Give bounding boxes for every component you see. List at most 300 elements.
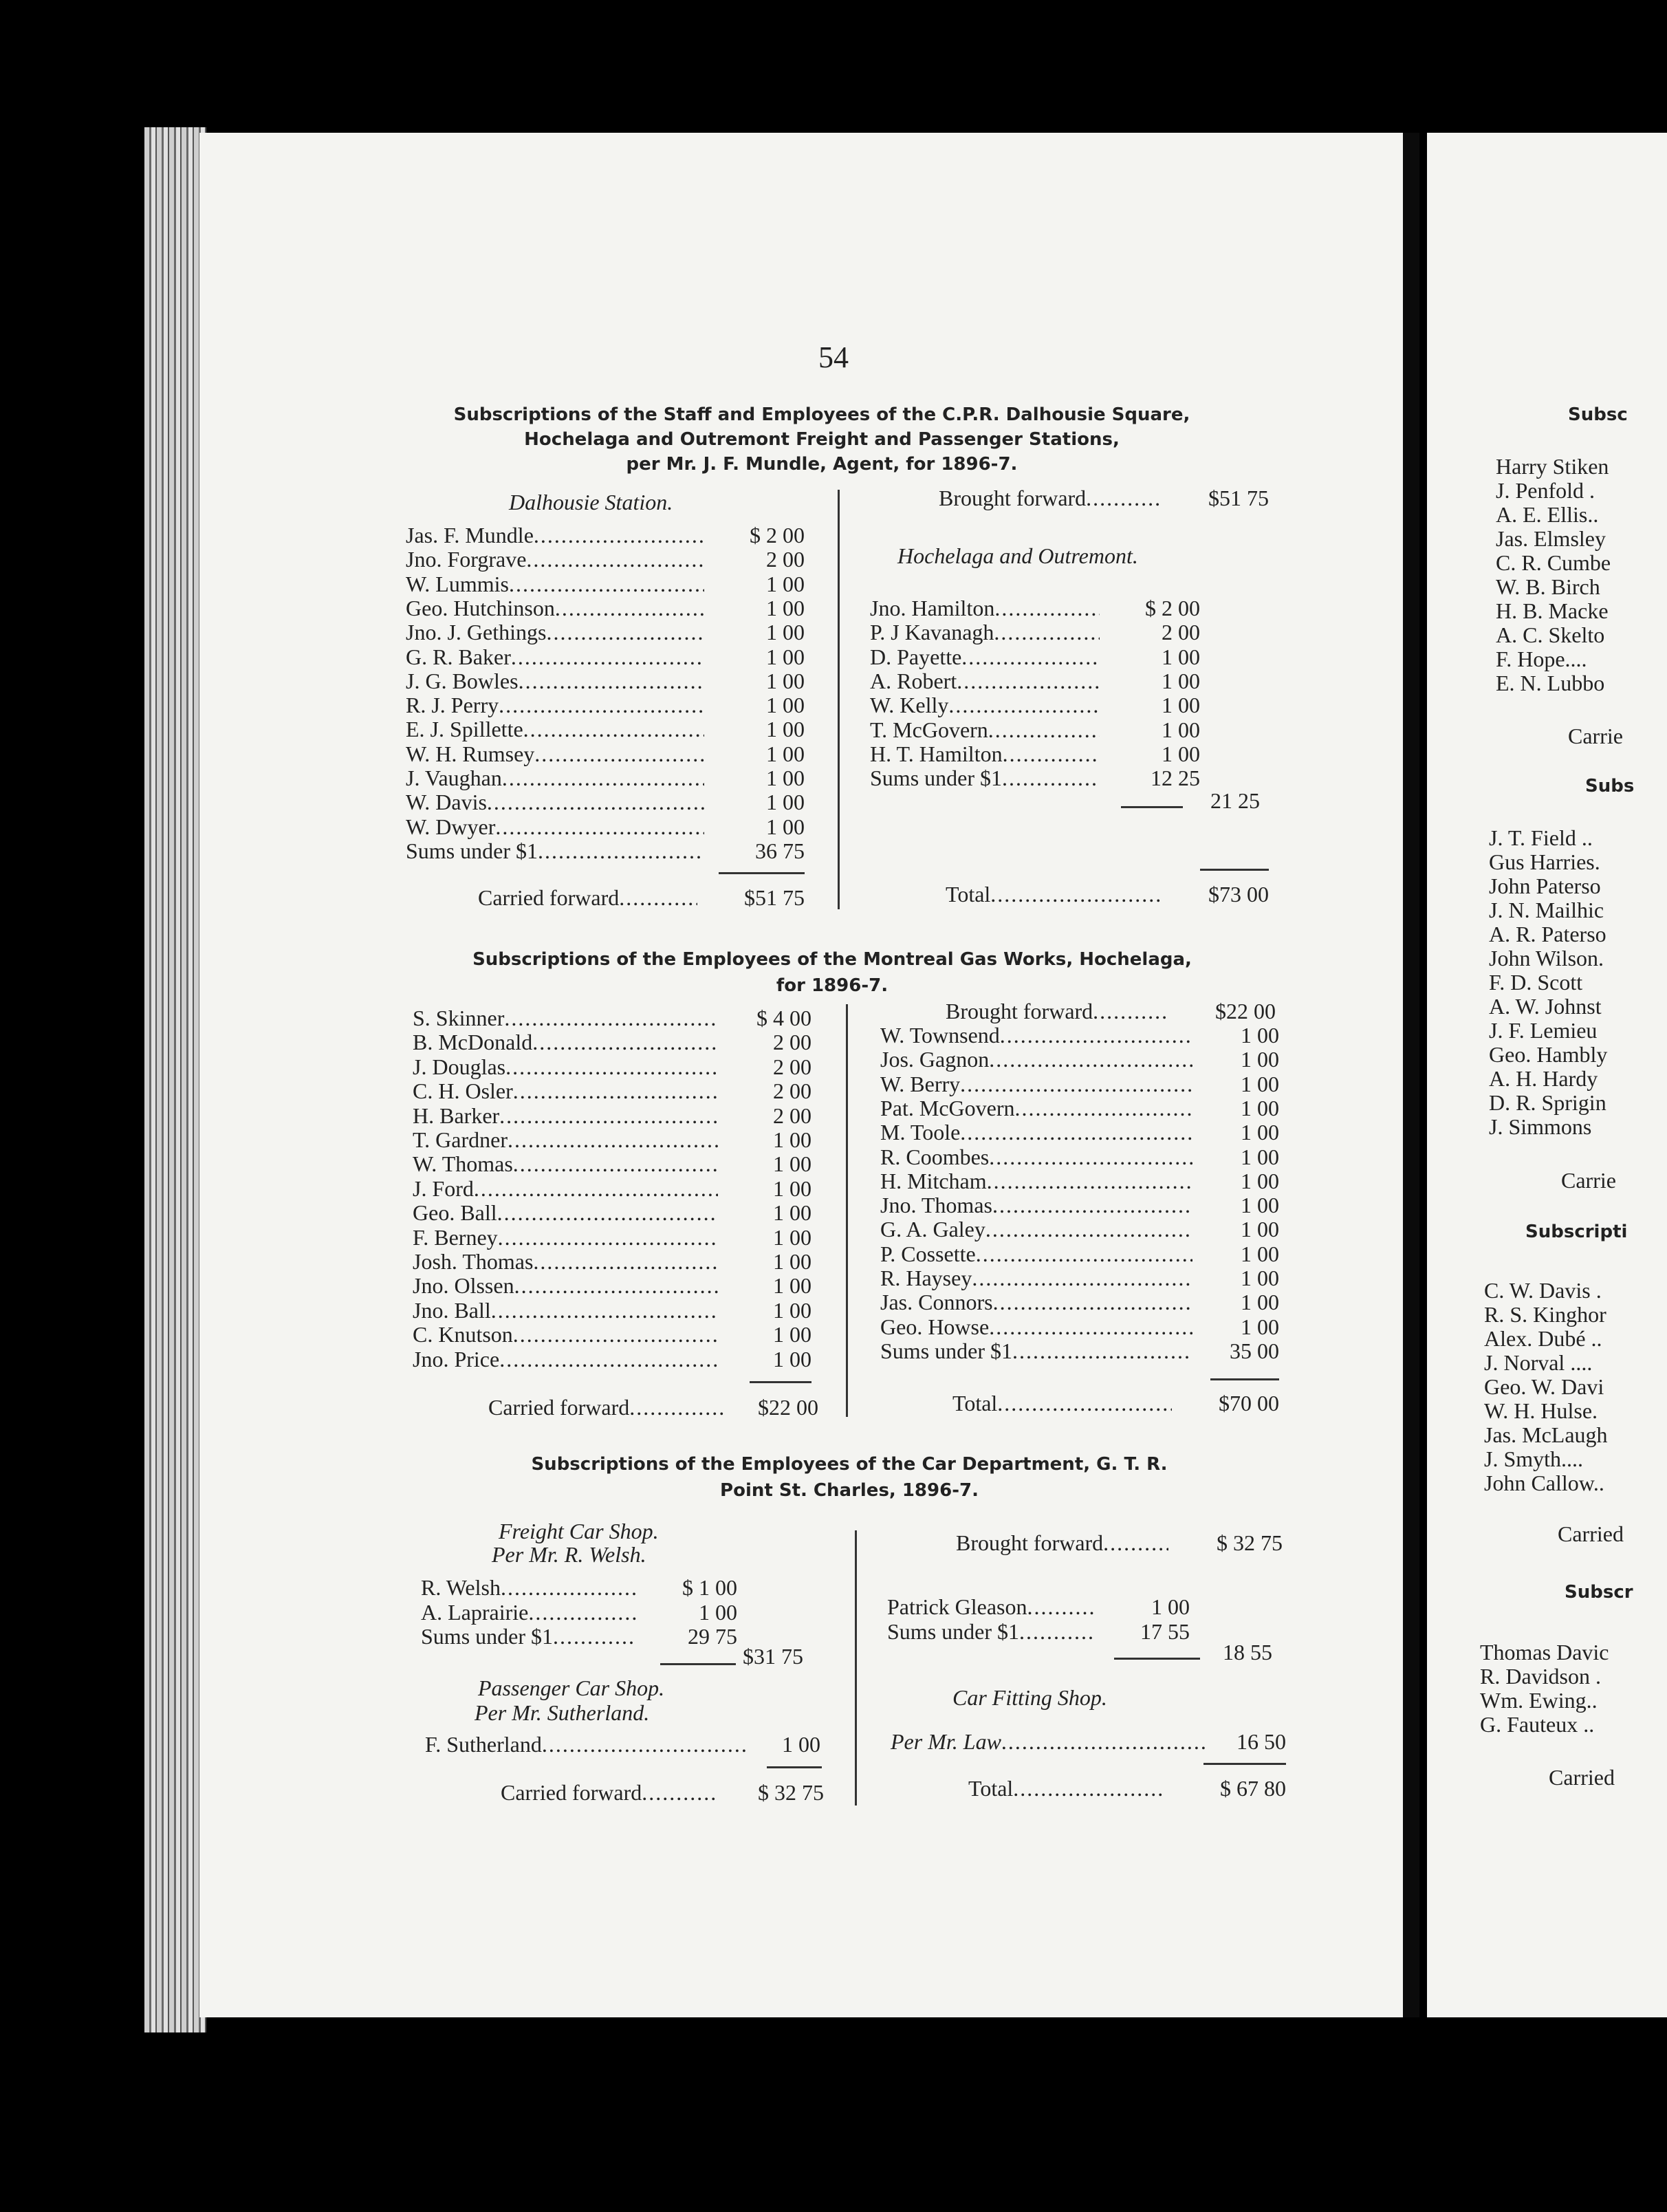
- leader-dots: [495, 814, 704, 839]
- leader-dots: [976, 1241, 1192, 1266]
- entry-amount: 2 00: [773, 1103, 811, 1128]
- leader-dots: [513, 1151, 718, 1176]
- entry-name: F. Berney: [413, 1224, 498, 1250]
- entry-amount: 2 00: [773, 1054, 811, 1079]
- entry-name: R. Welsh: [421, 1575, 501, 1600]
- leader-dots: [642, 1780, 717, 1805]
- leader-dots: [542, 1732, 748, 1757]
- entry-amount: 1 00: [773, 1175, 811, 1201]
- contribution-row: [880, 1217, 1279, 1241]
- right-page-entry: Carried: [1558, 1521, 1624, 1546]
- subheading-car-fitting-shop: Car Fitting Shop.: [952, 1685, 1107, 1710]
- contribution-row: [880, 1338, 1279, 1363]
- contribution-row: [406, 766, 805, 790]
- leader-dots: [508, 1127, 718, 1152]
- leader-dots: [629, 1395, 725, 1420]
- contribution-row: [406, 547, 805, 572]
- right-page-entry: W. B. Birch: [1496, 574, 1600, 599]
- right-page-entry: Geo. W. Davi: [1484, 1374, 1604, 1399]
- entry-amount: $ 2 00: [1145, 596, 1200, 620]
- entry-name: A. Laprairie: [421, 1599, 529, 1625]
- right-page-entry: J. Simmons: [1489, 1114, 1592, 1139]
- contribution-row: [406, 523, 805, 547]
- carried-forward-row: [501, 1780, 824, 1805]
- right-page-entry: F. D. Scott: [1489, 970, 1583, 995]
- footer-amount: $70 00: [1219, 1391, 1279, 1416]
- entry-name: M. Toole: [880, 1120, 961, 1145]
- leader-dots: [474, 1176, 718, 1201]
- contribution-row: [421, 1600, 737, 1625]
- entry-name: E. J. Spillette: [406, 717, 523, 742]
- entry-name: D. Payette: [870, 644, 962, 669]
- entry-name: R. Haysey: [880, 1266, 972, 1290]
- contribution-row: [880, 1266, 1279, 1290]
- entry-amount: 1 00: [1162, 668, 1200, 693]
- entry-name: Patrick Gleason: [887, 1594, 1027, 1619]
- contribution-row: [413, 1006, 811, 1030]
- contribution-row: [406, 741, 805, 766]
- leader-dots: [997, 1391, 1172, 1416]
- contribution-row: [880, 1314, 1279, 1339]
- leader-dots: [546, 620, 704, 644]
- footer-label: Brought forward: [939, 486, 1087, 510]
- contribution-row: [891, 1729, 1286, 1754]
- right-page-entry: E. N. Lubbo: [1496, 671, 1605, 695]
- entry-name: H. Barker: [413, 1103, 500, 1128]
- leader-dots: [994, 620, 1100, 644]
- right-page-entry: W. H. Hulse.: [1484, 1398, 1598, 1423]
- entry-amount: 1 00: [773, 1127, 811, 1152]
- contribution-row: [425, 1732, 820, 1757]
- contribution-row: [413, 1298, 811, 1323]
- leader-dots: [526, 547, 704, 572]
- leader-dots: [504, 1006, 718, 1030]
- contribution-row: [406, 693, 805, 717]
- entry-name: Jno. Forgrave: [406, 547, 527, 572]
- entry-name: A. Robert: [870, 668, 957, 693]
- entry-amount: 12 25: [1151, 766, 1200, 791]
- footer-amount: $ 32 75: [758, 1780, 824, 1805]
- column-divider: [846, 1004, 848, 1417]
- entry-name: R. J. Perry: [406, 693, 499, 718]
- right-page-entry: C. R. Cumbe: [1496, 550, 1611, 575]
- right-page-entry: Jas. Elmsley: [1496, 526, 1606, 551]
- leader-dots: [505, 1054, 718, 1079]
- contribution-row: [413, 1078, 811, 1103]
- entry-name: J. Vaughan: [406, 766, 502, 790]
- leader-dots: [1093, 999, 1168, 1023]
- entry-name: Jno. Price: [413, 1346, 500, 1371]
- leader-dots: [1003, 741, 1100, 766]
- contribution-row: [421, 1624, 737, 1649]
- entry-name: S. Skinner: [413, 1006, 505, 1030]
- leader-dots: [985, 1217, 1192, 1241]
- entry-name: W. Berry: [880, 1071, 961, 1096]
- leader-dots: [491, 1298, 718, 1323]
- contribution-row: [870, 693, 1200, 717]
- contribution-row: [880, 1023, 1279, 1048]
- entry-amount: 1 00: [773, 1273, 811, 1299]
- subheading-dalhousie: Dalhousie Station.: [509, 490, 673, 514]
- leader-dots: [538, 838, 704, 863]
- contribution-row: [880, 1145, 1279, 1169]
- leader-dots: [511, 644, 704, 669]
- entry-amount: 1 00: [1241, 1095, 1279, 1120]
- leader-dots: [523, 717, 704, 741]
- entry-amount: 1 00: [773, 1200, 811, 1226]
- entry-name: W. Kelly: [870, 693, 949, 718]
- subheading-passenger-car-per: Per Mr. Sutherland.: [475, 1700, 650, 1725]
- footer-amount: $22 00: [758, 1395, 818, 1420]
- right-page-entry: Jas. McLaugh: [1484, 1422, 1608, 1447]
- entry-amount: 2 00: [773, 1030, 811, 1055]
- sum-rule: [1121, 806, 1183, 808]
- section-heading: Subscriptions of the Employees of the Car Department, G. T. R.: [531, 1454, 1168, 1475]
- contribution-row: [870, 620, 1200, 644]
- entry-amount: 1 00: [766, 717, 805, 742]
- right-page-entry: J. Norval ....: [1484, 1350, 1593, 1375]
- right-page-entry: John Paterso: [1489, 874, 1601, 898]
- entry-amount: 1 00: [1241, 1071, 1279, 1096]
- page-number: 54: [818, 340, 849, 374]
- leader-dots: [555, 596, 704, 620]
- contribution-row: [870, 717, 1200, 742]
- entry-amount: 1 00: [782, 1732, 820, 1757]
- right-page-entry: A. W. Johnst: [1489, 994, 1602, 1019]
- entry-name: T. Gardner: [413, 1127, 508, 1152]
- leader-dots: [501, 1575, 637, 1600]
- entry-amount: 1 00: [766, 693, 805, 718]
- entry-name: H. Mitcham: [880, 1168, 987, 1193]
- entry-amount: 1 00: [773, 1297, 811, 1323]
- leader-dots: [989, 1314, 1192, 1339]
- leader-dots: [497, 1200, 718, 1225]
- entry-amount: 17 55: [1140, 1618, 1190, 1644]
- entry-name: F. Sutherland: [425, 1732, 542, 1757]
- contribution-row: [406, 838, 805, 863]
- right-page-entry: Gus Harries.: [1489, 849, 1600, 874]
- contribution-row: [413, 1176, 811, 1201]
- contribution-row: [421, 1575, 737, 1600]
- entry-name: G. A. Galey: [880, 1217, 985, 1242]
- right-page-entry: Wm. Ewing..: [1480, 1688, 1598, 1713]
- right-page-entry: G. Fauteux ..: [1480, 1712, 1595, 1737]
- entry-name: Pat. McGovern: [880, 1095, 1015, 1120]
- right-page-entry: F. Hope....: [1496, 647, 1587, 671]
- column-divider: [838, 490, 840, 909]
- contribution-row: [413, 1200, 811, 1225]
- entry-name: Josh. Thomas: [413, 1249, 534, 1274]
- contribution-row: [413, 1249, 811, 1274]
- entry-amount: 1 00: [1241, 1193, 1279, 1218]
- entry-amount: 1 00: [773, 1224, 811, 1250]
- contribution-row: [887, 1594, 1190, 1619]
- right-page-entry: A. H. Hardy: [1489, 1066, 1598, 1091]
- contribution-row: [413, 1225, 811, 1250]
- leader-dots: [988, 717, 1100, 742]
- entry-name: Sums under $1: [421, 1624, 553, 1649]
- leader-dots: [1027, 1594, 1097, 1619]
- entry-amount: 35 00: [1230, 1338, 1279, 1363]
- entry-amount: 1 00: [766, 595, 805, 620]
- entry-name: H. T. Hamilton: [870, 741, 1003, 766]
- section-heading: per Mr. J. F. Mundle, Agent, for 1896-7.: [626, 454, 1018, 475]
- leader-dots: [502, 766, 704, 790]
- contribution-row: [880, 1120, 1279, 1145]
- contribution-row: [880, 1193, 1279, 1217]
- leader-dots: [957, 669, 1100, 693]
- contribution-row: [413, 1273, 811, 1298]
- leader-dots: [960, 1072, 1192, 1096]
- section-heading: Subscriptions of the Employees of the Montreal Gas Works, Hochelaga,: [472, 949, 1192, 970]
- entry-amount: 1 00: [773, 1346, 811, 1371]
- footer-label: Brought forward: [946, 999, 1093, 1023]
- leader-dots: [553, 1624, 637, 1649]
- total-row: [952, 1391, 1279, 1416]
- subtotal-amount: $31 75: [743, 1644, 803, 1669]
- subtotal-amount: 18 55: [1223, 1640, 1272, 1665]
- footer-amount: $51 75: [744, 885, 805, 910]
- entry-name: Jno. J. Gethings: [406, 620, 547, 645]
- contribution-row: [413, 1151, 811, 1176]
- entry-name: P. Cossette: [880, 1241, 976, 1266]
- section-heading: Subscriptions of the Staff and Employees of the C.P.R. Dalhousie Square,: [453, 404, 1190, 425]
- footer-amount: $ 67 80: [1220, 1776, 1286, 1801]
- entry-name: Jno. Ball: [413, 1297, 491, 1323]
- section-heading: Hochelaga and Outremont Freight and Passenger Stations,: [524, 429, 1120, 450]
- contribution-row: [406, 790, 805, 814]
- entry-amount: $ 1 00: [682, 1575, 737, 1600]
- entry-amount: 1 00: [1241, 1168, 1279, 1193]
- leader-dots: [994, 596, 1100, 620]
- subheading-freight-car-shop: Freight Car Shop.: [499, 1519, 659, 1543]
- entry-amount: 1 00: [766, 741, 805, 766]
- entry-amount: 16 50: [1236, 1729, 1286, 1754]
- entry-name: Sums under $1: [870, 766, 1002, 791]
- entry-amount: 1 00: [1162, 717, 1200, 742]
- entry-amount: 1 00: [1162, 741, 1200, 766]
- contribution-row: [880, 1290, 1279, 1314]
- entry-name: J. Ford: [413, 1175, 474, 1201]
- leader-dots: [1019, 1619, 1096, 1644]
- entry-amount: 29 75: [688, 1624, 737, 1649]
- entry-amount: 36 75: [755, 838, 805, 863]
- total-row: [946, 882, 1269, 907]
- entry-name: Sums under $1: [406, 838, 538, 863]
- contribution-row: [413, 1054, 811, 1079]
- entry-amount: 1 00: [1162, 693, 1200, 718]
- entry-name: Jno. Thomas: [880, 1193, 992, 1218]
- right-page-entry: Harry Stiken: [1496, 454, 1609, 479]
- entry-name: G. R. Baker: [406, 644, 511, 669]
- leader-dots: [1103, 1530, 1168, 1555]
- entry-amount: 1 00: [766, 571, 805, 596]
- entry-name: Jos. Gagnon: [880, 1047, 990, 1072]
- leader-dots: [499, 693, 704, 717]
- leader-dots: [1086, 486, 1162, 510]
- footer-amount: $73 00: [1208, 882, 1269, 907]
- brought-forward-row: [956, 1530, 1283, 1555]
- footer-label: Carried forward: [488, 1395, 630, 1420]
- footer-label: Total: [946, 882, 991, 907]
- leader-dots: [1002, 766, 1100, 790]
- sum-rule: [1203, 1763, 1286, 1765]
- right-page-heading: Subs: [1585, 776, 1635, 796]
- contribution-row: [413, 1103, 811, 1128]
- entry-amount: 1 00: [1241, 1266, 1279, 1290]
- leader-dots: [1015, 1096, 1192, 1120]
- footer-label: Brought forward: [956, 1530, 1104, 1555]
- leader-dots: [513, 1322, 718, 1347]
- footer-amount: $22 00: [1215, 999, 1276, 1023]
- entry-name: W. H. Rumsey: [406, 741, 535, 766]
- right-page-entry: Carried: [1549, 1765, 1615, 1790]
- leader-dots: [960, 1120, 1192, 1145]
- entry-name: B. McDonald: [413, 1030, 533, 1055]
- entry-amount: 1 00: [1151, 1594, 1190, 1619]
- total-row: [968, 1776, 1286, 1801]
- leader-dots: [619, 885, 697, 910]
- footer-label: Carried forward: [478, 885, 620, 910]
- entry-name: W. Thomas: [413, 1151, 513, 1177]
- footer-label: Total: [968, 1776, 1014, 1801]
- right-page-heading: Subscr: [1565, 1582, 1633, 1603]
- footer-label: Carried forward: [501, 1780, 642, 1805]
- entry-amount: 1 00: [773, 1249, 811, 1274]
- entry-name: Per Mr. Law: [891, 1729, 1001, 1754]
- leader-dots: [992, 1193, 1192, 1217]
- entry-amount: 1 00: [766, 620, 805, 645]
- entry-amount: $ 4 00: [756, 1006, 811, 1030]
- contribution-row: [870, 669, 1200, 693]
- entry-amount: 1 00: [766, 814, 805, 839]
- sum-rule: [750, 1381, 811, 1383]
- entry-name: W. Dwyer: [406, 814, 496, 839]
- leader-dots: [532, 1030, 718, 1054]
- leader-dots: [972, 1266, 1192, 1290]
- leader-dots: [519, 669, 704, 693]
- right-page-entry: A. R. Paterso: [1489, 922, 1606, 946]
- subheading-freight-car-per: Per Mr. R. Welsh.: [492, 1542, 646, 1567]
- contribution-row: [406, 717, 805, 741]
- entry-name: Jno. Olssen: [413, 1273, 514, 1299]
- contribution-row: [880, 1096, 1279, 1120]
- entry-amount: 1 00: [766, 668, 805, 693]
- contribution-row: [870, 741, 1200, 766]
- contribution-row: [406, 669, 805, 693]
- footer-amount: $51 75: [1208, 486, 1269, 510]
- leader-dots: [989, 1047, 1192, 1072]
- leader-dots: [487, 790, 704, 814]
- entry-name: Sums under $1: [880, 1338, 1012, 1363]
- right-page-entry: J. N. Mailhic: [1489, 898, 1604, 922]
- leader-dots: [1013, 1776, 1165, 1801]
- entry-amount: $ 2 00: [750, 523, 805, 547]
- book-page-edges: [144, 127, 206, 2032]
- entry-amount: 1 00: [766, 790, 805, 815]
- right-page-entry: Alex. Dubé ..: [1484, 1326, 1602, 1351]
- entry-amount: 2 00: [766, 547, 805, 572]
- leader-dots: [514, 1273, 718, 1298]
- leader-dots: [499, 1103, 718, 1128]
- leader-dots: [1001, 1729, 1206, 1754]
- right-page-entry: Geo. Hambly: [1489, 1042, 1608, 1067]
- right-page-entry: C. W. Davis .: [1484, 1278, 1602, 1303]
- entry-name: W. Townsend: [880, 1023, 1000, 1048]
- right-page-entry: Carrie: [1561, 1168, 1616, 1193]
- contribution-row: [413, 1127, 811, 1152]
- entry-name: W. Lummis: [406, 571, 509, 596]
- contribution-row: [880, 1241, 1279, 1266]
- entry-amount: 1 00: [1162, 644, 1200, 669]
- carried-forward-row: [488, 1395, 818, 1420]
- right-page-entry: J. T. Field ..: [1489, 825, 1593, 850]
- subtotal-amount: 21 25: [1210, 788, 1260, 813]
- entry-amount: 1 00: [773, 1151, 811, 1177]
- contribution-row: [406, 814, 805, 839]
- entry-name: Jas. F. Mundle: [406, 523, 534, 547]
- subheading-passenger-car-shop: Passenger Car Shop.: [478, 1676, 665, 1700]
- leader-dots: [533, 1249, 718, 1274]
- entry-name: C. H. Osler: [413, 1078, 513, 1104]
- leader-dots: [1000, 1023, 1192, 1048]
- subheading-hochelaga: Hochelaga and Outremont.: [897, 543, 1138, 568]
- contribution-row: [880, 1047, 1279, 1072]
- contribution-row: [413, 1322, 811, 1347]
- right-page-entry: A. C. Skelto: [1496, 622, 1605, 647]
- leader-dots: [989, 1145, 1192, 1169]
- entry-name: Jno. Hamilton: [870, 596, 995, 620]
- sum-rule: [1210, 1378, 1279, 1380]
- leader-dots: [534, 523, 704, 547]
- contribution-row: [870, 596, 1200, 620]
- right-page-entry: J. F. Lemieu: [1489, 1018, 1598, 1043]
- right-page-entry: D. R. Sprigin: [1489, 1090, 1606, 1115]
- entry-amount: 1 00: [1241, 1120, 1279, 1145]
- entry-amount: 1 00: [766, 644, 805, 669]
- entry-name: Geo. Ball: [413, 1200, 497, 1226]
- entry-name: J. Douglas: [413, 1054, 506, 1079]
- leader-dots: [948, 693, 1100, 717]
- section-heading: for 1896-7.: [776, 975, 889, 996]
- entry-amount: 1 00: [766, 766, 805, 790]
- right-page-entry: Thomas Davic: [1480, 1640, 1609, 1665]
- entry-name: T. McGovern: [870, 717, 988, 742]
- sum-rule: [719, 872, 805, 874]
- sum-rule: [660, 1663, 736, 1665]
- entry-name: Sums under $1: [887, 1618, 1019, 1644]
- leader-dots: [987, 1169, 1192, 1193]
- entry-name: R. Coombes: [880, 1144, 990, 1169]
- entry-name: Jas. Connors: [880, 1290, 993, 1315]
- right-page-entry: J. Penfold .: [1496, 478, 1595, 503]
- footer-label: Total: [952, 1391, 998, 1416]
- contribution-row: [880, 1169, 1279, 1193]
- contribution-row: [887, 1619, 1190, 1644]
- entry-name: W. Davis: [406, 790, 487, 815]
- entry-name: Geo. Hutchinson: [406, 595, 555, 620]
- contribution-row: [870, 644, 1200, 669]
- section-heading: Point St. Charles, 1896-7.: [720, 1480, 979, 1501]
- entry-amount: 1 00: [1241, 1314, 1279, 1339]
- contribution-row: [870, 766, 1200, 790]
- right-page-entry: J. Smyth....: [1484, 1446, 1584, 1471]
- entry-amount: 1 00: [1241, 1047, 1279, 1072]
- right-page-entry: H. B. Macke: [1496, 598, 1609, 623]
- entry-amount: 1 00: [1241, 1290, 1279, 1315]
- right-page-entry: R. S. Kinghor: [1484, 1302, 1606, 1327]
- carried-forward-row: [478, 885, 805, 910]
